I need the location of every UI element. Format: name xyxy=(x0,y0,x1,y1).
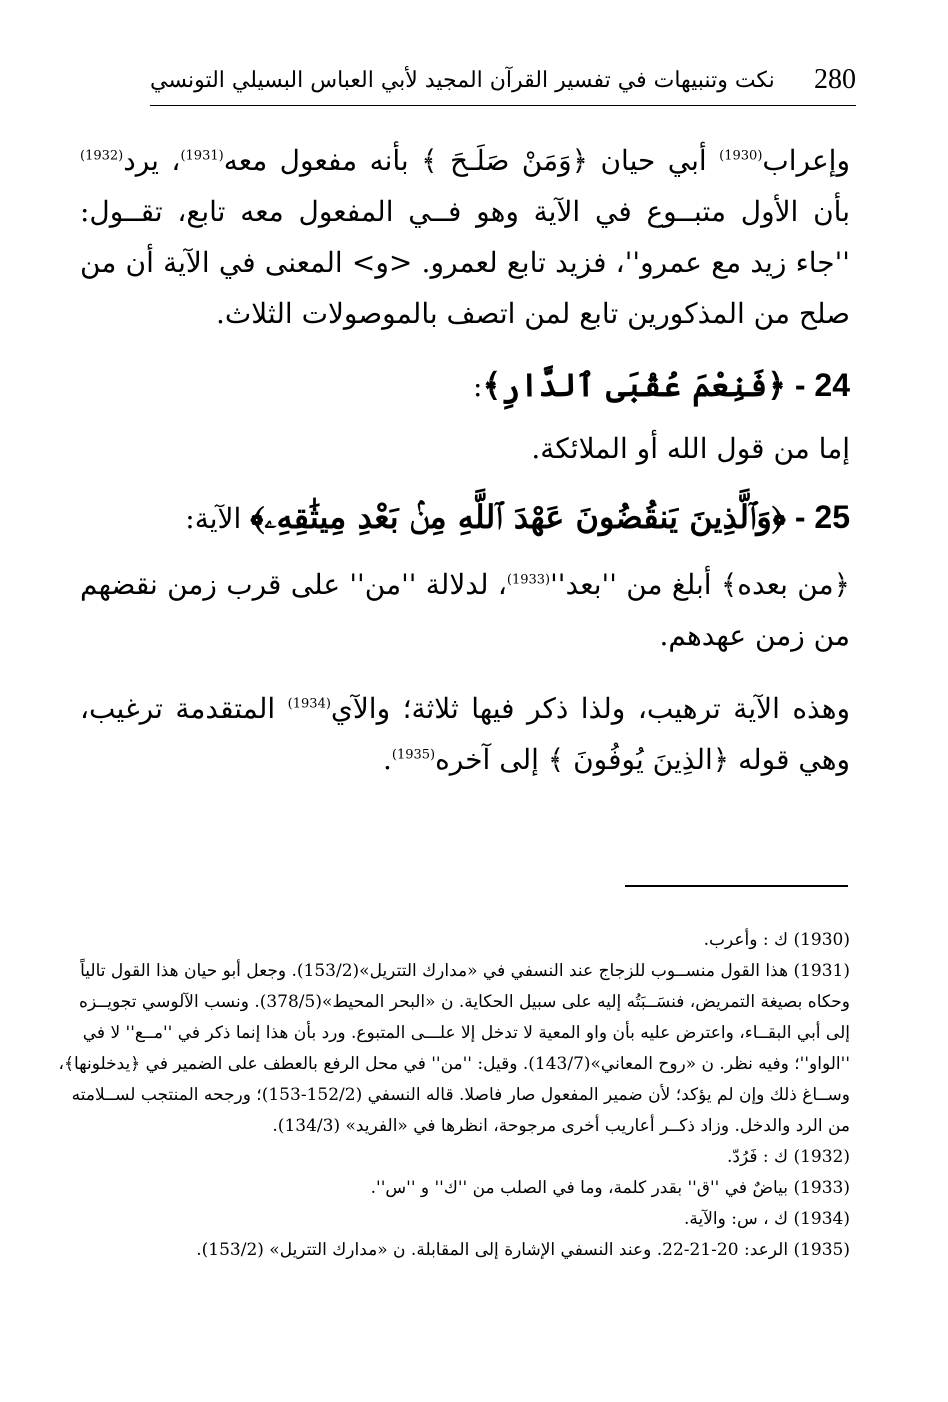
footnote-separator xyxy=(625,885,848,887)
running-header xyxy=(150,56,856,104)
footnote-text: الرعد: 20-21-22. وعند النسفي الإشارة إلى المقابلة. ن «مدارك التتريل» (153/2). xyxy=(196,1240,789,1260)
verse-heading-25 xyxy=(80,497,850,539)
footnote-number: (1930) xyxy=(793,930,850,950)
header-rule xyxy=(150,105,856,106)
page-number: 280 xyxy=(814,64,856,95)
quran-verse-25: ﴿وَٱلَّذِينَ يَنقُضُونَ عَهْدَ ٱللَّهِ مِنۢ بَعْدِ مِيثَٰقِهِۦ﴾ xyxy=(250,498,786,536)
footnote-number: (1933) xyxy=(793,1178,850,1198)
footnote-text: ك ، س: والآية. xyxy=(683,1209,789,1229)
paragraph-1 xyxy=(80,135,850,339)
footnote-text: ك : وأعرب. xyxy=(703,930,789,950)
verse-heading-24 xyxy=(80,365,850,407)
p3-text-2: ، لدلالة ''من'' على قرب زمن نقضهم من زمن عهدهم. xyxy=(80,568,850,652)
footnote-1931 xyxy=(55,956,850,1142)
footnote-1933 xyxy=(55,1173,850,1204)
footnote-ref-1932: (1932) xyxy=(80,148,124,164)
footnote-1930 xyxy=(55,925,850,956)
footnote-text: بياضٌ في ''ق'' بقدر كلمة، وما في الصلب من ''ك'' و ''س''. xyxy=(370,1178,789,1198)
footnote-text: هذا القول منســوب للزجاج عند النسفي في «مدارك التتريل»(153/2). وجعل أبو حيان هذا القول تالياً وحكاه بصيغة التمريض، فنسَــبَتُه إليه على سبيل الحكاية. ن «البحر المحيط»(378/5). ونسب الآلوسي تجويــزه إلى أبي البقــاء، واعترض عليه بأن واو المعية لا تدخل إلا علـــى المتبوع. ورد بأن هذا إنما ذكر في ''مــع'' لا في ''الواو''؛ وفيه نظر. ن «روح المعاني»(143/7). وقيل: ''من'' في محل الرفع بالعطف على الضمير في ﴿يدخلونها﴾، وســاغ ذلك وإن لم يؤكد؛ لأن ضمير المفعول صار فاصلا. قاله النسفي (152/2-153)؛ ورجحه المنتجب لســلامته من الرد والدخل. وزاد ذكــر أعاريب أخرى مرجوحة، انظرها في «الفريد» (134/3). xyxy=(58,961,850,1136)
paragraph-2: إما من قول الله أو الملائكة. xyxy=(531,432,850,465)
main-text xyxy=(80,135,850,785)
footnote-number: (1931) xyxy=(793,961,850,981)
footnote-number: (1932) xyxy=(793,1147,850,1167)
p1-text-4: بأن الأول متبــوع في الآية وهو فــي المفعول معه تابع، تقــول: ''جاء زيد مع عمرو''، فزيد تابع لعمرو. <و> المعنى في الآية أن من صلح من المذكورين تابع لمن اتصف بالموصولات الثلاث. xyxy=(80,195,850,330)
footnote-number: (1934) xyxy=(793,1209,850,1229)
footnote-ref-1933: (1933) xyxy=(506,572,551,588)
p4-text-3: . xyxy=(382,743,392,776)
footnote-ref-1934: (1934) xyxy=(287,696,331,712)
verse-number-24: 24 - xyxy=(785,367,850,403)
footnote-ref-1931: (1931) xyxy=(180,148,224,164)
footnote-text: ك : فَرُدّ. xyxy=(727,1147,789,1167)
footnote-ref-1930: (1930) xyxy=(719,148,763,164)
verse-suffix-24: : xyxy=(473,370,483,403)
footnote-ref-1935: (1935) xyxy=(391,747,436,763)
paragraph-3 xyxy=(80,559,850,661)
quran-verse-24: ﴿فَنِعْمَ عُقْبَى ٱلدَّارِ﴾ xyxy=(482,366,786,404)
p4-text-2: المتقدمة ترغيب، وهي قوله ﴿الذِينَ يُوفُونَ ﴾ إلى آخره xyxy=(80,692,850,776)
footnote-1934 xyxy=(55,1204,850,1235)
verse-suffix-25: الآية: xyxy=(185,502,251,535)
footnote-1935 xyxy=(55,1235,850,1266)
book-title: نكت وتنبيهات في تفسير القرآن المجيد لأبي العباس البسيلي التونسي xyxy=(150,67,775,93)
footnote-1932 xyxy=(55,1142,850,1173)
p4-text-1: وهذه الآية ترهيب، ولذا ذكر فيها ثلاثة؛ والآي xyxy=(330,692,851,725)
p3-text-1: ﴿من بعده﴾ أبلغ من ''بعد'' xyxy=(550,568,850,601)
p1-text-2: أبي حيان ﴿وَمَنْ صَلَـحَ ﴾ بأنه مفعول معه xyxy=(223,144,720,177)
footnote-number: (1935) xyxy=(793,1240,850,1260)
p1-text-1: وإعراب xyxy=(762,144,850,177)
verse-number-25: 25 - xyxy=(785,499,850,535)
footnotes xyxy=(55,925,850,1266)
paragraph-4 xyxy=(80,683,850,785)
p1-text-3: ، يرد xyxy=(123,144,181,177)
